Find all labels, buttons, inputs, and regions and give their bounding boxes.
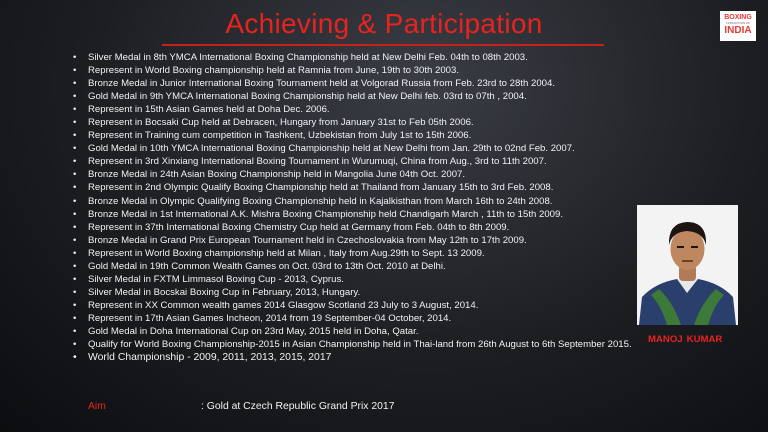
- bullet-icon: •: [73, 91, 77, 103]
- list-item: • Gold Medal in 19th Common Wealth Games on Oct. 03rd to 13th Oct. 2010 at Delhi.: [73, 260, 446, 272]
- list-item: • World Championship - 2009, 2011, 2013, 2015, 2017: [73, 352, 332, 364]
- list-item: • Silver Medal in Bocskai Boxing Cup in February, 2013, Hungary.: [73, 286, 361, 298]
- list-item: • Represent in 17th Asian Games Incheon, 2014 from 19 September-04 October, 2014.: [73, 312, 452, 324]
- bullet-icon: •: [73, 312, 77, 324]
- bullet-icon: •: [73, 247, 77, 259]
- list-item: • Silver Medal in FXTM Limmasol Boxing Cup - 2013, Cyprus.: [73, 273, 344, 285]
- list-item: • Represent in 15th Asian Games held at Doha Dec. 2006.: [73, 104, 330, 116]
- bullet-icon: •: [73, 130, 77, 142]
- athlete-photo: [637, 205, 738, 325]
- list-item: • Represent in Bocsaki Cup held at Debracen, Hungary from January 31st to Feb 05th 2006.: [73, 117, 474, 129]
- aim-label: Aim: [88, 401, 106, 412]
- list-item: • Represent in World Boxing championship held at Milan , Italy from Aug.29th to Sept. 13 2009.: [73, 247, 485, 259]
- logo-line-3: INDIA: [724, 25, 752, 36]
- list-item: • Gold Medal in 9th YMCA International Boxing Championship held at New Delhi feb. 03rd to 07th , 2004.: [73, 91, 527, 103]
- logo-line-2: FEDERATION OF: [725, 21, 751, 25]
- bullet-icon: •: [73, 286, 77, 298]
- bullet-icon: •: [73, 169, 77, 181]
- bullet-icon: •: [73, 182, 77, 194]
- title-underline: [162, 44, 604, 46]
- bullet-icon: •: [73, 325, 77, 337]
- list-item: • Represent in 37th International Boxing Chemistry Cup held at Germany from Feb. 04th to 8th 2009.: [73, 221, 510, 233]
- list-item: • Represent in 3rd Xinxiang International Boxing Tournament in Wurumuqi, China from Aug., 3rd to 11th 2007.: [73, 156, 547, 168]
- athlete-caption: [648, 334, 722, 345]
- bullet-icon: •: [73, 339, 77, 351]
- list-item: • Silver Medal in 8th YMCA International Boxing Championship held at New Delhi Feb. 04th to 08th 2003.: [73, 52, 528, 63]
- bullet-icon: •: [73, 78, 77, 90]
- caption-last-name: KUMAR: [686, 334, 723, 345]
- list-item: • Represent in XX Common wealth games 2014 Glasgow Scotland 23 July to 3 August, 2014.: [73, 299, 479, 311]
- bullet-icon: •: [73, 104, 77, 116]
- list-item: • Represent in World Boxing championship held at Ramnia from June, 19th to 30th 2003.: [73, 65, 459, 77]
- bullet-icon: •: [73, 195, 77, 207]
- slide-title: Achieving & Participation: [225, 8, 543, 39]
- list-item: • Bronze Medal in 1st International A.K. Mishra Boxing Championship held Chandigarh March , 11th to 15th 2009.: [73, 208, 563, 220]
- bullet-icon: •: [73, 273, 77, 285]
- bullet-icon: •: [73, 352, 77, 364]
- aim-row: [88, 401, 395, 412]
- aim-text: : Gold at Czech Republic Grand Prix 2017: [201, 401, 395, 412]
- list-item: • Bronze Medal in 24th Asian Boxing Championship held in Mangolia June 04th Oct. 2007.: [73, 169, 466, 181]
- list-item: • Gold Medal in 10th YMCA International Boxing Championship held at New Delhi from Jan. 29th to 02nd Feb. 2007.: [73, 143, 575, 155]
- bullet-icon: •: [73, 156, 77, 168]
- list-item: • Bronze Medal in Olympic Qualifying Boxing Championship held in Kajalkisthan from March 16th to 24th 2008.: [73, 195, 553, 207]
- list-item: • Qualify for World Boxing Championship-2015 in Asian Championship held in Thai-land from 26th August to 6th September 2015.: [73, 339, 632, 351]
- achievements-list: [72, 51, 632, 364]
- bullet-icon: •: [73, 299, 77, 311]
- bullet-icon: •: [73, 260, 77, 272]
- bullet-icon: •: [73, 221, 77, 233]
- list-item: • Represent in 2nd Olympic Qualify Boxing Championship held at Thailand from January 15th to 3rd Feb. 2008.: [73, 182, 554, 194]
- list-item: • Represent in Training cum competition in Tashkent, Uzbekistan from July 1st to 15th 2006.: [73, 130, 472, 142]
- bullet-icon: •: [73, 65, 77, 77]
- boxer-portrait-icon: [637, 205, 738, 325]
- bullet-icon: •: [73, 143, 77, 155]
- bullet-icon: •: [73, 117, 77, 129]
- list-item: • Bronze Medal in Junior International Boxing Tournament held at Volgorad Russia from Feb. 23rd to 28th 2004.: [73, 78, 556, 90]
- list-item: • Gold Medal in Doha International Cup on 23rd May, 2015 held in Doha, Qatar.: [73, 325, 419, 337]
- boxing-federation-logo: [720, 11, 756, 41]
- logo-line-1: BOXING: [724, 14, 752, 21]
- bullet-icon: •: [73, 234, 77, 246]
- bullet-icon: •: [73, 208, 77, 220]
- bullet-icon: •: [73, 52, 77, 63]
- list-item: • Bronze Medal in Grand Prix European Tournament held in Czechoslovakia from May 12th to 17th 2009.: [73, 234, 527, 246]
- caption-first-name: MANOJ: [648, 334, 683, 345]
